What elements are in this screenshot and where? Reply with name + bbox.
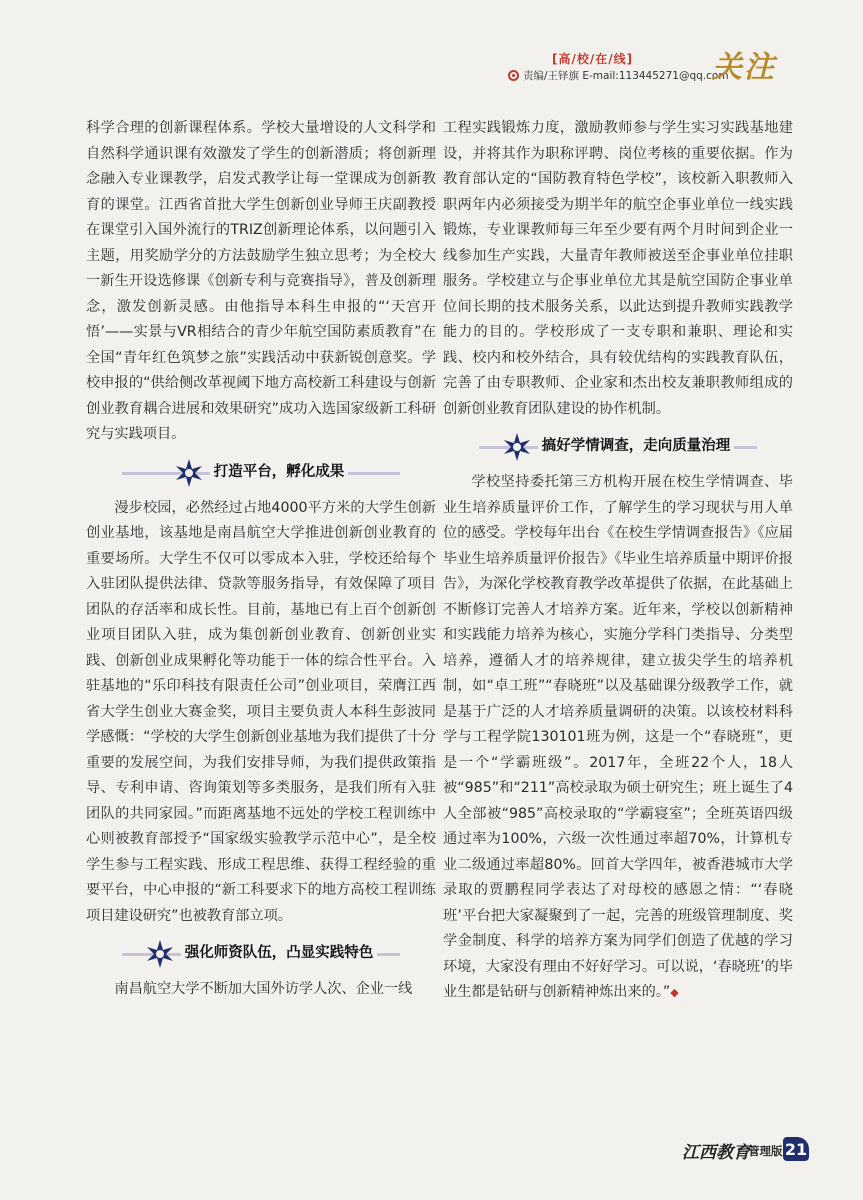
- right-column: [443, 116, 793, 1006]
- section-title: 关注: [712, 50, 776, 85]
- heading-text: 强化师资队伍，凸显实践特色: [181, 941, 378, 967]
- paragraph: [443, 470, 793, 1006]
- end-mark: ◆: [670, 986, 679, 999]
- star-icon: [502, 432, 532, 462]
- paragraph: 科学合理的创新课程体系。学校大量增设的人文科学和自然科学通识课有效激发了学生的创新潜质；将创新理念融入专业课教学，启发式教学让每一堂课成为创新教育的课堂。江西省首批大学生创新创业导师王庆副教授在课堂引入国外流行的TRIZ创新理论体系，以问题引入主题，用奖励学分的方法鼓励学生独立思考；为全校大一新生开设选修课《创新专利与竞赛指导》，普及创新理念，激发创新灵感。由他指导本科生申报的“‘天宫开悟’——实景与VR相结合的青少年航空国防素质教育”在全国“青年红色筑梦之旅”实践活动中获新锐创意奖。学校申报的“供给侧改革视阈下地方高校新工科建设与创新创业教育耦合进展和效果研究”成功入选国家级新工科研究与实践项目。: [86, 120, 436, 442]
- section-heading: [443, 429, 793, 465]
- editor-text: 责编/王铎旗 E-mail:113445271@qq.com: [523, 70, 729, 82]
- paragraph-text: 学校坚持委托第三方机构开展在校生学情调查、毕业生培养质量评价工作，了解学生的学习现状与用人单位的感受。学校每年出台《在校生学情调查报告》《应届毕业生培养质量评价报告》《毕业生培养质量中期评价报告》，为深化学校教育教学改革提供了依据，在此基础上不断修订完善人才培养方案。近年来，学校以创新精神和实践能力培养为核心，实施分学科门类指导、分类型培养，遵循人才的培养规律，建立拔尖学生的培养机制，如“卓工班”“春晓班”以及基础课分级教学工作，就是基于广泛的人才培养质量调研的决策。以该校材料科学与工程学院130101班为例，这是一个“春晓班”，更是一个“学霸班级”。2017年，全班22个人，18人被“985”和“211”高校录取为硕士研究生；班上诞生了4人全部被“985”高校录取的“学霸寝室”；全班英语四级通过率为100%，六级一次性通过率超70%，计算机专业二级通过率超80%。回首大学四年，被香港城市大学录取的贾鹏程同学表达了对母校的感恩之情：“‘春晓班’平台把大家凝聚到了一起，完善的班级管理制度、奖学金制度、科学的培养方案为同学们创造了优越的学习环境，大家没有理由不好好学习。可以说，‘春晓班’的毕业生都是钻研与创新精神炼出来的。”: [443, 474, 793, 1000]
- page-number: 21: [783, 1137, 809, 1161]
- paragraph: 南昌航空大学不断加大国外访学人次、企业一线: [114, 981, 413, 997]
- target-icon: [508, 70, 519, 81]
- edition-label: 管理版: [748, 1144, 783, 1158]
- section-heading: [86, 936, 436, 972]
- heading-text: 搞好学情调查，走向质量治理: [538, 434, 735, 460]
- magazine-brand: 江西教育: [682, 1143, 750, 1163]
- heading-text: 打造平台，孵化成果: [210, 460, 349, 486]
- paragraph: 工程实践锻炼力度，激励教师参与学生实习实践基地建设，并将其作为职称评聘、岗位考核的重要依据。作为教育部认定的“国防教育特色学校”，该校新入职教师入职两年内必须接受为期半年的航空企事业单位一线实践锻炼，专业课教师每三年至少要有两个月时间到企业一线参加生产实践，大量青年教师被送至企事业单位挂职服务。学校建立与企事业单位尤其是航空国防企事业单位间长期的技术服务关系，以此达到提升教师实践教学能力的目的。学校形成了一支专职和兼职、理论和实践、校内和校外结合，具有较优结构的实践教育队伍，完善了由专职教师、企业家和杰出校友兼职教师组成的创新创业教育团队建设的协作机制。: [443, 120, 793, 417]
- star-icon: [174, 458, 204, 488]
- section-heading: [86, 455, 436, 491]
- editor-line: [508, 68, 729, 83]
- paragraph: 漫步校园，必然经过占地4000平方米的大学生创新创业基地，该基地是南昌航空大学推进创新创业教育的重要场所。大学生不仅可以零成本入驻，学校还给每个入驻团队提供法律、贷款等服务指导，有效保障了项目团队的存活率和成长性。目前，基地已有上百个创新创业项目团队入驻，成为集创新创业教育、创新创业实践、创新创业成果孵化等功能于一体的综合性平台。入驻基地的“乐印科技有限责任公司”创业项目，荣膺江西省大学生创业大赛金奖，项目主要负责人本科生彭波同学感慨：“学校的大学生创新创业基地为我们提供了十分重要的发展空间，为我们安排导师，为我们提供政策指导、专利申请、咨询策划等多类服务，是我们所有入驻团队的共同家园。”而距离基地不远处的学校工程训练中心则被教育部授予“国家级实验教学示范中心”，是全校学生参与工程实践、形成工程思维、获得工程经验的重要平台，中心申报的“新工科要求下的地方高校工程训练项目建设研究”也被教育部立项。: [86, 499, 436, 924]
- left-column: [86, 116, 436, 1003]
- star-icon: [145, 939, 175, 969]
- column-tag: [高/校/在/线]: [552, 52, 634, 66]
